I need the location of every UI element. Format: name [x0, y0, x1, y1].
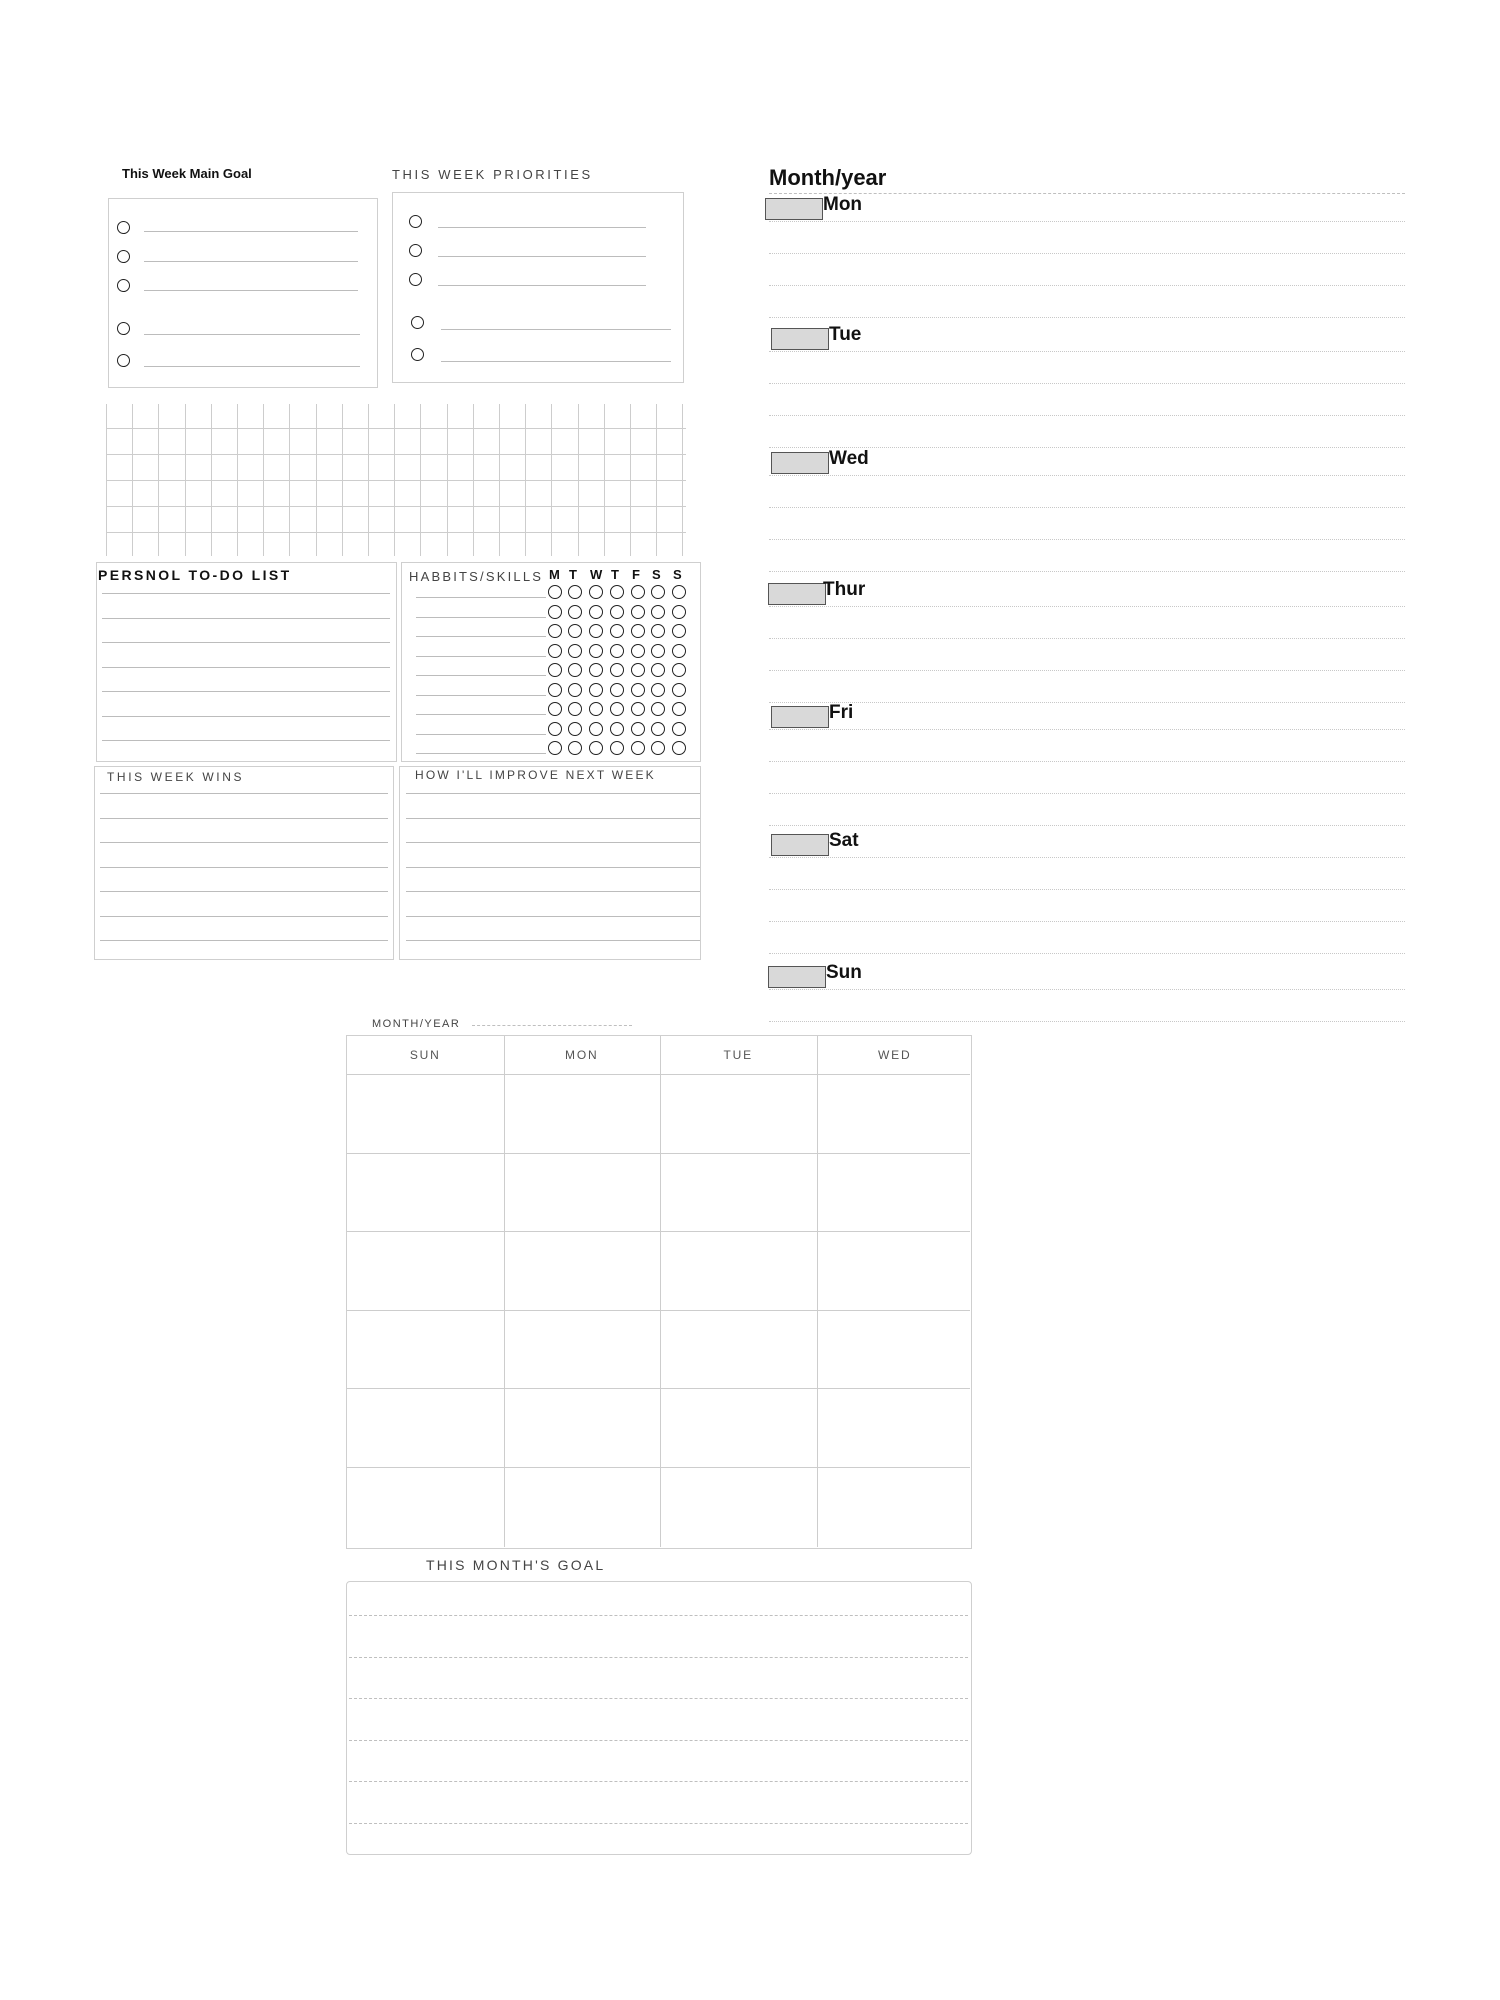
day-marker-box[interactable]	[771, 328, 829, 350]
priority-checkbox-3[interactable]	[409, 273, 422, 286]
calendar-day-cell[interactable]	[817, 1388, 974, 1467]
habit-circle[interactable]	[631, 702, 645, 716]
day-note-line[interactable]	[769, 606, 1405, 607]
habit-circle[interactable]	[672, 624, 686, 638]
habit-circle[interactable]	[589, 702, 603, 716]
habit-circle[interactable]	[610, 741, 624, 755]
wins-line[interactable]	[100, 940, 388, 941]
priority-checkbox-5[interactable]	[411, 348, 424, 361]
monthly-label: MONTH/YEAR	[372, 1018, 461, 1030]
day-marker-box[interactable]	[765, 198, 823, 220]
habit-day-label: T	[611, 567, 620, 582]
day-note-line[interactable]	[769, 571, 1405, 572]
habit-day-label: M	[549, 567, 561, 582]
day-note-line[interactable]	[769, 475, 1405, 476]
habit-circle[interactable]	[651, 683, 665, 697]
day-note-line[interactable]	[769, 383, 1405, 384]
habit-circle[interactable]	[589, 741, 603, 755]
improve-line[interactable]	[406, 842, 700, 843]
goal-line-3[interactable]	[144, 290, 358, 291]
habit-circle[interactable]	[651, 624, 665, 638]
habit-circle[interactable]	[548, 683, 562, 697]
month-goal-line[interactable]	[349, 1657, 968, 1658]
todo-line[interactable]	[102, 593, 390, 594]
habit-line[interactable]	[416, 695, 546, 696]
habit-circle[interactable]	[568, 741, 582, 755]
calendar-day-cell[interactable]	[817, 1310, 974, 1389]
priority-checkbox-1[interactable]	[409, 215, 422, 228]
habit-circle[interactable]	[672, 722, 686, 736]
calendar-day-cell[interactable]	[660, 1074, 817, 1153]
habit-circle[interactable]	[672, 741, 686, 755]
day-label-sat: Sat	[829, 830, 859, 851]
calendar-column-header: MON	[565, 1048, 599, 1062]
week-wins-box	[94, 766, 394, 960]
day-note-line[interactable]	[769, 221, 1405, 222]
habit-day-label: S	[673, 567, 683, 582]
day-note-line[interactable]	[769, 702, 1405, 703]
day-note-line[interactable]	[769, 989, 1405, 990]
priority-line-3[interactable]	[438, 285, 646, 286]
habit-circle[interactable]	[589, 663, 603, 677]
habit-circle[interactable]	[631, 741, 645, 755]
todo-line[interactable]	[102, 691, 390, 692]
wins-line[interactable]	[100, 793, 388, 794]
day-marker-box[interactable]	[768, 583, 826, 605]
day-note-line[interactable]	[769, 507, 1405, 508]
habit-circle[interactable]	[651, 644, 665, 658]
grid-hline	[106, 480, 686, 481]
calendar-day-cell[interactable]	[817, 1231, 974, 1310]
goal-line-2[interactable]	[144, 261, 358, 262]
day-note-line[interactable]	[769, 285, 1405, 286]
todo-line[interactable]	[102, 740, 390, 741]
habit-circle[interactable]	[651, 585, 665, 599]
calendar-day-cell[interactable]	[504, 1074, 661, 1153]
habit-circle[interactable]	[610, 644, 624, 658]
day-note-line[interactable]	[769, 921, 1405, 922]
habit-circle[interactable]	[651, 722, 665, 736]
priority-line-4[interactable]	[441, 329, 671, 330]
calendar-day-cell[interactable]	[504, 1310, 661, 1389]
day-note-line[interactable]	[769, 415, 1405, 416]
priorities-title: THIS WEEK PRIORITIES	[392, 167, 593, 182]
improve-line[interactable]	[406, 916, 700, 917]
calendar-day-cell[interactable]	[660, 1153, 817, 1232]
wins-line[interactable]	[100, 842, 388, 843]
habit-circle[interactable]	[548, 644, 562, 658]
day-note-line[interactable]	[769, 317, 1405, 318]
habit-circle[interactable]	[568, 663, 582, 677]
improve-line[interactable]	[406, 793, 700, 794]
day-note-line[interactable]	[769, 351, 1405, 352]
wins-line[interactable]	[100, 818, 388, 819]
habit-line[interactable]	[416, 675, 546, 676]
day-label-mon: Mon	[823, 194, 863, 215]
grid-hline	[106, 454, 686, 455]
habit-circle[interactable]	[568, 585, 582, 599]
todo-title: PERSNOL TO-DO LIST	[98, 567, 292, 583]
weekly-header: Month/year	[769, 165, 887, 190]
habit-circle[interactable]	[631, 585, 645, 599]
habit-circle[interactable]	[672, 605, 686, 619]
calendar-column-header: SUN	[409, 1048, 441, 1062]
calendar-day-cell[interactable]	[504, 1388, 661, 1467]
priority-line-5[interactable]	[441, 361, 671, 362]
day-marker-box[interactable]	[771, 452, 829, 474]
habit-line[interactable]	[416, 656, 546, 657]
wins-line[interactable]	[100, 916, 388, 917]
habit-day-label: F	[632, 567, 641, 582]
calendar-day-cell[interactable]	[817, 1074, 974, 1153]
day-marker-box[interactable]	[768, 966, 826, 988]
day-note-line[interactable]	[769, 670, 1405, 671]
grid-hline	[106, 428, 686, 429]
day-marker-box[interactable]	[771, 834, 829, 856]
habit-circle[interactable]	[589, 624, 603, 638]
day-note-line[interactable]	[769, 953, 1405, 954]
habit-circle[interactable]	[672, 644, 686, 658]
habit-circle[interactable]	[651, 702, 665, 716]
month-goal-box[interactable]	[346, 1581, 972, 1855]
habit-circle[interactable]	[568, 702, 582, 716]
calendar-day-cell[interactable]	[347, 1231, 504, 1310]
habit-circle[interactable]	[651, 663, 665, 677]
habit-circle[interactable]	[610, 585, 624, 599]
habit-line[interactable]	[416, 714, 546, 715]
month-goal-line[interactable]	[349, 1781, 968, 1782]
calendar-day-cell[interactable]	[660, 1388, 817, 1467]
month-goal-line[interactable]	[349, 1698, 968, 1699]
day-label-tue: Tue	[829, 324, 862, 345]
goal-line-1[interactable]	[144, 231, 358, 232]
goal-checkbox-2[interactable]	[117, 250, 130, 263]
monthly-calendar	[346, 1035, 972, 1549]
monthly-label-line[interactable]	[472, 1025, 632, 1026]
habit-line[interactable]	[416, 734, 546, 735]
habit-circle[interactable]	[568, 644, 582, 658]
calendar-day-cell[interactable]	[347, 1310, 504, 1389]
habit-circle[interactable]	[610, 663, 624, 677]
priority-checkbox-4[interactable]	[411, 316, 424, 329]
goal-line-4[interactable]	[144, 334, 360, 335]
habit-circle[interactable]	[589, 585, 603, 599]
habit-circle[interactable]	[672, 585, 686, 599]
day-note-line[interactable]	[769, 1021, 1405, 1022]
calendar-day-cell[interactable]	[504, 1231, 661, 1310]
habit-circle[interactable]	[589, 644, 603, 658]
habit-circle[interactable]	[610, 683, 624, 697]
goal-checkbox-3[interactable]	[117, 279, 130, 292]
habit-circle[interactable]	[548, 722, 562, 736]
improve-line[interactable]	[406, 818, 700, 819]
month-goal-line[interactable]	[349, 1740, 968, 1741]
todo-list-box	[96, 562, 397, 762]
habit-circle[interactable]	[631, 722, 645, 736]
habit-circle[interactable]	[651, 605, 665, 619]
weekly-header-line	[769, 193, 1405, 194]
habit-circle[interactable]	[568, 683, 582, 697]
day-label-sun: Sun	[826, 962, 862, 983]
calendar-day-cell[interactable]	[347, 1153, 504, 1232]
notes-grid[interactable]	[106, 404, 686, 556]
habit-circle[interactable]	[631, 644, 645, 658]
habit-circle[interactable]	[589, 683, 603, 697]
habit-line[interactable]	[416, 753, 546, 754]
calendar-day-cell[interactable]	[347, 1074, 504, 1153]
day-label-thur: Thur	[823, 579, 866, 600]
habit-circle[interactable]	[610, 722, 624, 736]
calendar-day-cell[interactable]	[817, 1467, 974, 1546]
habit-circle[interactable]	[548, 663, 562, 677]
todo-line[interactable]	[102, 642, 390, 643]
calendar-day-cell[interactable]	[660, 1231, 817, 1310]
day-note-line[interactable]	[769, 761, 1405, 762]
priorities-box	[392, 192, 684, 383]
wins-line[interactable]	[100, 867, 388, 868]
habits-tracker-box	[401, 562, 701, 762]
goal-checkbox-5[interactable]	[117, 354, 130, 367]
calendar-day-cell[interactable]	[347, 1388, 504, 1467]
priority-checkbox-2[interactable]	[409, 244, 422, 257]
calendar-day-cell[interactable]	[660, 1310, 817, 1389]
goal-checkbox-4[interactable]	[117, 322, 130, 335]
day-note-line[interactable]	[769, 729, 1405, 730]
day-note-line[interactable]	[769, 857, 1405, 858]
main-goal-title: This Week Main Goal	[122, 166, 252, 181]
habit-circle[interactable]	[631, 683, 645, 697]
day-label-wed: Wed	[829, 448, 869, 469]
habit-day-label: S	[652, 567, 662, 582]
habit-circle[interactable]	[631, 663, 645, 677]
grid-hline	[106, 532, 686, 533]
improve-next-week-box	[399, 766, 701, 960]
calendar-day-cell[interactable]	[660, 1467, 817, 1546]
habit-circle[interactable]	[631, 624, 645, 638]
day-note-line[interactable]	[769, 889, 1405, 890]
calendar-day-cell[interactable]	[504, 1467, 661, 1546]
day-note-line[interactable]	[769, 253, 1405, 254]
habit-circle[interactable]	[631, 605, 645, 619]
calendar-column-header: TUE	[723, 1048, 753, 1062]
day-note-line[interactable]	[769, 793, 1405, 794]
todo-line[interactable]	[102, 667, 390, 668]
month-goal-line[interactable]	[349, 1615, 968, 1616]
improve-line[interactable]	[406, 867, 700, 868]
calendar-column-header: WED	[878, 1048, 912, 1062]
habit-circle[interactable]	[672, 702, 686, 716]
goal-checkbox-1[interactable]	[117, 221, 130, 234]
month-goal-title: THIS MONTH'S GOAL	[426, 1557, 606, 1573]
habit-circle[interactable]	[568, 605, 582, 619]
habit-circle[interactable]	[548, 605, 562, 619]
habit-circle[interactable]	[548, 624, 562, 638]
grid-hline	[106, 506, 686, 507]
calendar-day-cell[interactable]	[817, 1153, 974, 1232]
habit-line[interactable]	[416, 597, 546, 598]
habit-circle[interactable]	[548, 702, 562, 716]
habit-circle[interactable]	[610, 702, 624, 716]
month-goal-line[interactable]	[349, 1823, 968, 1824]
wins-title: THIS WEEK WINS	[107, 770, 245, 784]
calendar-day-cell[interactable]	[347, 1467, 504, 1546]
habit-circle[interactable]	[651, 741, 665, 755]
day-label-fri: Fri	[829, 702, 854, 723]
habits-title: HABBITS/SKILLS	[409, 569, 544, 584]
habit-circle[interactable]	[548, 741, 562, 755]
habit-circle[interactable]	[610, 624, 624, 638]
habit-day-label: T	[569, 567, 578, 582]
day-note-line[interactable]	[769, 539, 1405, 540]
habit-circle[interactable]	[589, 722, 603, 736]
improve-title: HOW I'LL IMPROVE NEXT WEEK	[415, 768, 656, 782]
priority-line-2[interactable]	[438, 256, 646, 257]
habit-circle[interactable]	[672, 683, 686, 697]
habit-circle[interactable]	[672, 663, 686, 677]
todo-line[interactable]	[102, 618, 390, 619]
goal-line-5[interactable]	[144, 366, 360, 367]
main-goal-box	[108, 198, 378, 388]
habit-circle[interactable]	[568, 624, 582, 638]
habit-circle[interactable]	[589, 605, 603, 619]
habit-line[interactable]	[416, 617, 546, 618]
habit-circle[interactable]	[548, 585, 562, 599]
day-marker-box[interactable]	[771, 706, 829, 728]
day-note-line[interactable]	[769, 638, 1405, 639]
improve-line[interactable]	[406, 940, 700, 941]
habit-circle[interactable]	[568, 722, 582, 736]
wins-line[interactable]	[100, 891, 388, 892]
improve-line[interactable]	[406, 891, 700, 892]
habit-circle[interactable]	[610, 605, 624, 619]
todo-line[interactable]	[102, 716, 390, 717]
habit-line[interactable]	[416, 636, 546, 637]
calendar-day-cell[interactable]	[504, 1153, 661, 1232]
habit-day-label: W	[590, 567, 604, 582]
priority-line-1[interactable]	[438, 227, 646, 228]
day-note-line[interactable]	[769, 825, 1405, 826]
